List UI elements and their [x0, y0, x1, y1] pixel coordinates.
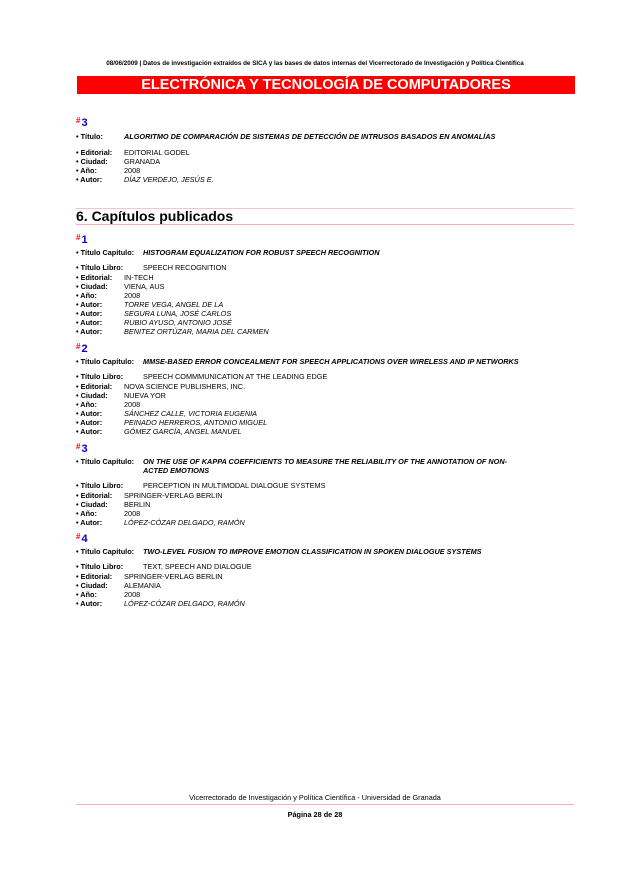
page-footer: Vicerrectorado de Investigación y Política Científica - Universidad de Granada [189, 793, 441, 802]
department-banner: ELECTRÓNICA Y TECNOLOGÍA DE COMPUTADORES [77, 76, 575, 94]
record-number: #3 [76, 116, 88, 129]
footer-rule [76, 804, 574, 805]
record-number: #3 [76, 442, 88, 455]
record-number: #2 [76, 342, 88, 355]
section-underline [76, 224, 574, 225]
record-number: #4 [76, 532, 88, 545]
page-number: Página 28 de 28 [287, 810, 343, 819]
record-number: #1 [76, 233, 88, 246]
book-title: ALGORITMO DE COMPARACIÓN DE SISTEMAS DE DETECCIÓN DE INTRUSOS BASADOS EN ANOMALÍAS [124, 132, 496, 141]
section-title: 6. Capítulos publicados [76, 208, 234, 224]
page-header-line: 08/06/2009 | Datos de investigación extraídos de SICA y las bases de datos internas del Vicerrectorado de Investigación y Política Científica [106, 60, 524, 67]
